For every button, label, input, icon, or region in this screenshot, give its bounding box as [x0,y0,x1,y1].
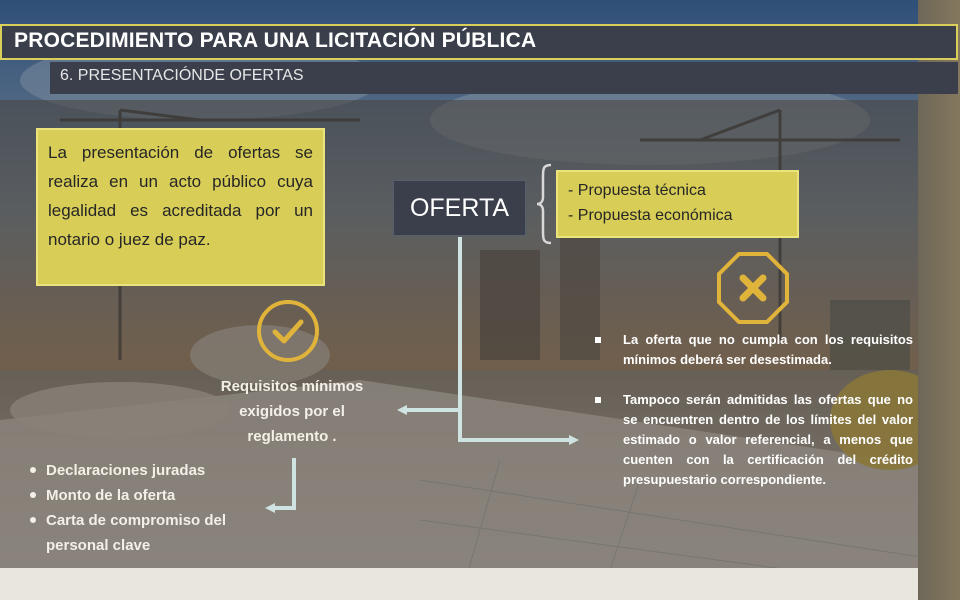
propuesta-tecnica: - Propuesta técnica [568,182,706,199]
list-item: Declaraciones juradas [28,458,258,483]
list-item: Monto de la oferta [28,483,258,508]
description-box: La presentación de ofertas se realiza en un acto público cuya legalidad es acreditada por un notario o juez de paz. [36,128,325,286]
section-subtitle: 6. PRESENTACIÓNDE OFERTAS [60,67,304,84]
connector-to-notes [460,410,574,440]
connector-to-requirements [402,237,460,410]
oferta-box: OFERTA [393,180,526,236]
notes-list [595,330,913,510]
propuesta-economica: - Propuesta económica [568,207,733,224]
list-item: Carta de compromiso del personal clave [28,508,258,558]
note-item: La oferta que no cumpla con los requisitos mínimos deberá ser desestimada. [595,330,913,370]
page-title: PROCEDIMIENTO PARA UNA LICITACIÓN PÚBLICA [14,29,537,52]
requirements-heading: Requisitos mínimos exigidos por el reglamento . [220,378,364,445]
check-circle-icon [255,298,321,364]
requirements-list [28,458,258,558]
note-item: Tampoco serán admitidas las ofertas que no se encuentren dentro de los límites del valor estimado o valor referencial, a menos que cuenten con la certificación del crédito presupuestario correspondiente. [595,390,913,490]
connector-to-list [270,458,294,508]
x-octagon-icon [715,250,791,326]
